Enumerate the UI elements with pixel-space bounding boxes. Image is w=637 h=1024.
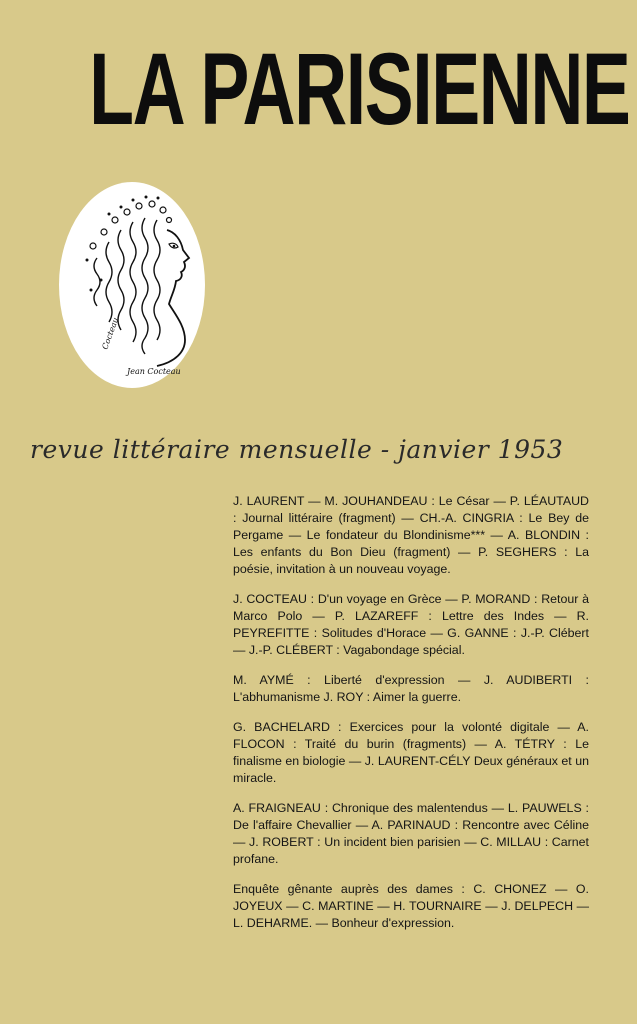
contents-paragraph: J. COCTEAU : D'un voyage en Grèce — P. MORAND : Retour à Marco Polo — P. LAZAREFF : Lettre des Indes — R. PEYREFITTE : Solitudes d'Horace — G. GANNE : J.-P. Clébert — J.-P. CLÉBERT : Vagabondage spécial.: [233, 592, 589, 657]
contents-paragraph: J. LAURENT — M. JOUHANDEAU : Le César — P. LÉAUTAUD : Journal littéraire (fragment) — CH.-A. CINGRIA : Le Bey de Pergame — Le fondateur du Blondinisme*** — A. BLONDIN : Les enfants du Bon Dieu (fragment) — P. SEGHERS : La poésie, invitation à un nouveau voyage.: [233, 494, 589, 576]
contents-paragraph: M. AYMÉ : Liberté d'expression — J. AUDIBERTI : L'abhumanisme J. ROY : Aimer la guerre.: [233, 673, 589, 704]
signature-bottom: Jean Cocteau: [127, 367, 181, 376]
signature-vertical: Cocteau: [100, 316, 121, 351]
contents-paragraph: A. FRAIGNEAU : Chronique des malentendus — L. PAUWELS : De l'affaire Chevallier — A. PARINAUD : Rencontre avec Céline — J. ROBERT : Un incident bien parisien — C. MILLAU : Carnet profane.: [233, 801, 589, 866]
contents-paragraph: Enquête gênante auprès des dames : C. CHONEZ — O. JOYEUX — C. MARTINE — H. TOURNAIRE — J. DELPECH — L. DEHARME. — Bonheur d'expression.: [233, 882, 589, 930]
cocteau-profile-medallion: [57, 180, 207, 390]
subtitle: revue littéraire mensuelle - janvier 1953: [30, 435, 564, 464]
magazine-title: LA PARISIENNE: [89, 32, 630, 146]
contents-paragraph: G. BACHELARD : Exercices pour la volonté digitale — A. FLOCON : Traité du burin (fragments) — A. TÉTRY : Le finalisme en biologie — J. LAURENT-CÉLY Deux généraux et un miracle.: [233, 720, 589, 785]
table-of-contents: [233, 493, 589, 945]
